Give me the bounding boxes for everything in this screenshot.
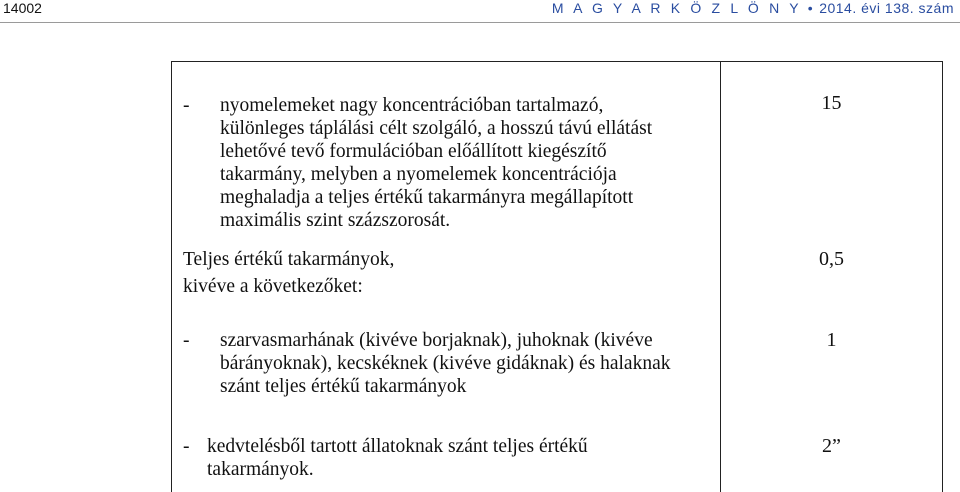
limits-table bbox=[171, 61, 943, 492]
text-line: kivéve a következőket: bbox=[183, 276, 363, 297]
text-line: meghaladja a teljes értékű takarmányra megállapított bbox=[220, 187, 634, 208]
limit-value: 15 bbox=[821, 92, 842, 114]
limit-value: 1 bbox=[826, 329, 837, 351]
list-dash: - bbox=[183, 436, 190, 457]
limit-value: 2” bbox=[822, 435, 841, 457]
list-dash: - bbox=[183, 95, 190, 116]
row-description bbox=[207, 435, 707, 481]
page-header bbox=[0, 0, 960, 23]
journal-header bbox=[552, 0, 954, 16]
text-line: kedvtelésből tartott állatoknak szánt teljes értékű bbox=[207, 436, 588, 457]
row-description bbox=[220, 94, 720, 232]
list-dash: - bbox=[183, 330, 190, 351]
limit-value: 0,5 bbox=[819, 248, 844, 270]
text-line: szarvasmarhának (kivéve borjaknak), juhoknak (kivéve bbox=[220, 330, 653, 351]
text-line: lehetővé tevő formulációban előállított kiegészítő bbox=[220, 141, 607, 162]
column-divider bbox=[720, 62, 721, 492]
text-line: különleges táplálási célt szolgáló, a hosszú távú ellátást bbox=[220, 118, 653, 139]
page-number: 14002 bbox=[3, 0, 42, 16]
text-line: maximális szint százszorosát. bbox=[220, 210, 451, 231]
separator-dot: • bbox=[807, 0, 814, 16]
issue-label: 2014. évi 138. szám bbox=[819, 0, 954, 16]
text-line: bárányoknak), kecskéknek (kivéve gidáknak) és halaknak bbox=[220, 353, 671, 374]
text-line: takarmány, melyben a nyomelemek koncentrációja bbox=[220, 164, 617, 185]
journal-title: M A G Y A R K Ö Z L Ö N Y bbox=[551, 0, 802, 16]
text-line: nyomelemeket nagy koncentrációban tartalmazó, bbox=[220, 95, 604, 116]
row-description bbox=[220, 329, 720, 398]
text-line: Teljes értékű takarmányok, bbox=[183, 249, 395, 270]
text-line: szánt teljes értékű takarmányok bbox=[220, 376, 467, 397]
row-description bbox=[183, 248, 683, 298]
text-line: takarmányok. bbox=[207, 459, 314, 480]
